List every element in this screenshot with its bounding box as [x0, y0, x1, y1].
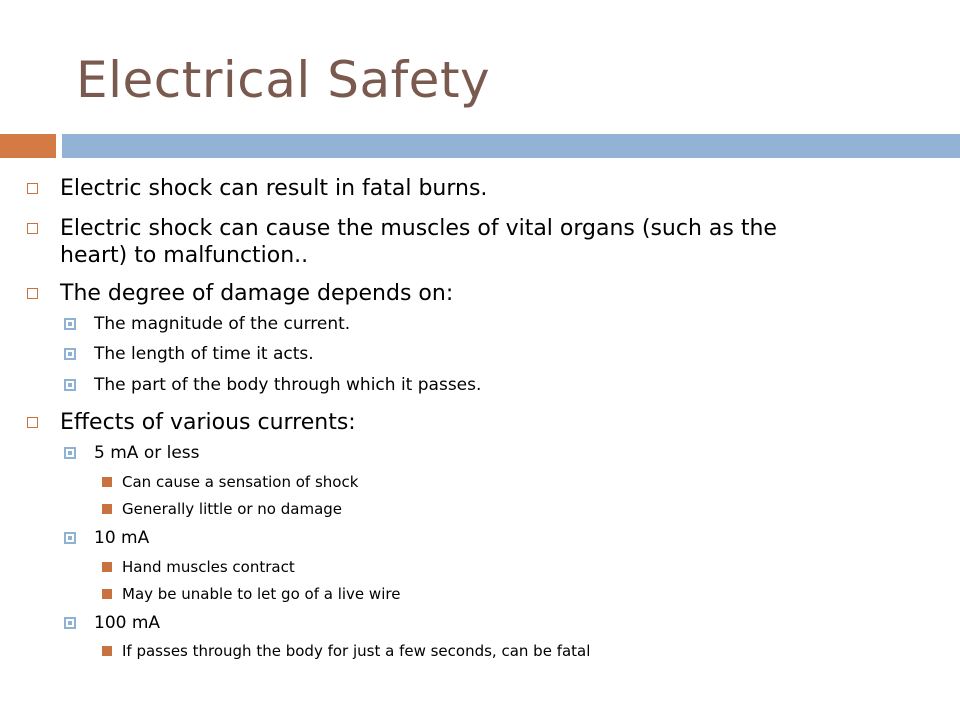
hollow-square-bullet-icon: [27, 223, 38, 234]
square-bullet-icon: [64, 617, 76, 629]
bullet-text: Electric shock can cause the muscles of vital organs (such as the: [60, 216, 777, 241]
bullet-text: Electric shock can result in fatal burns.: [60, 176, 488, 201]
slide-title: Electrical Safety: [76, 51, 491, 109]
sub-sub-bullet-text: Hand muscles contract: [122, 558, 295, 576]
filled-square-bullet-icon: [102, 646, 112, 656]
square-bullet-icon: [64, 447, 76, 459]
filled-square-bullet-icon: [102, 504, 112, 514]
sub-bullet-text: 10 mA: [94, 528, 150, 548]
square-bullet-icon: [64, 318, 76, 330]
filled-square-bullet-icon: [102, 562, 112, 572]
filled-square-bullet-icon: [102, 477, 112, 487]
sub-sub-bullet-text: May be unable to let go of a live wire: [122, 585, 401, 603]
sub-bullet-text: The length of time it acts.: [94, 344, 314, 364]
sub-bullet-text: 5 mA or less: [94, 443, 200, 463]
sub-sub-bullet-text: Generally little or no damage: [122, 500, 343, 518]
hollow-square-bullet-icon: [27, 417, 38, 428]
square-bullet-icon: [64, 348, 76, 360]
bullet-text-continuation: heart) to malfunction..: [60, 243, 309, 268]
bullet-text: The degree of damage depends on:: [60, 281, 454, 306]
filled-square-bullet-icon: [102, 589, 112, 599]
bullet-text: Effects of various currents:: [60, 410, 356, 435]
sub-bullet-text: 100 mA: [94, 613, 161, 633]
sub-sub-bullet-text: If passes through the body for just a few seconds, can be fatal: [122, 642, 591, 660]
hollow-square-bullet-icon: [27, 183, 38, 194]
sub-bullet-text: The part of the body through which it passes.: [94, 375, 482, 395]
sub-bullet-text: The magnitude of the current.: [94, 314, 351, 334]
hollow-square-bullet-icon: [27, 288, 38, 299]
square-bullet-icon: [64, 532, 76, 544]
square-bullet-icon: [64, 379, 76, 391]
sub-sub-bullet-text: Can cause a sensation of shock: [122, 473, 359, 491]
